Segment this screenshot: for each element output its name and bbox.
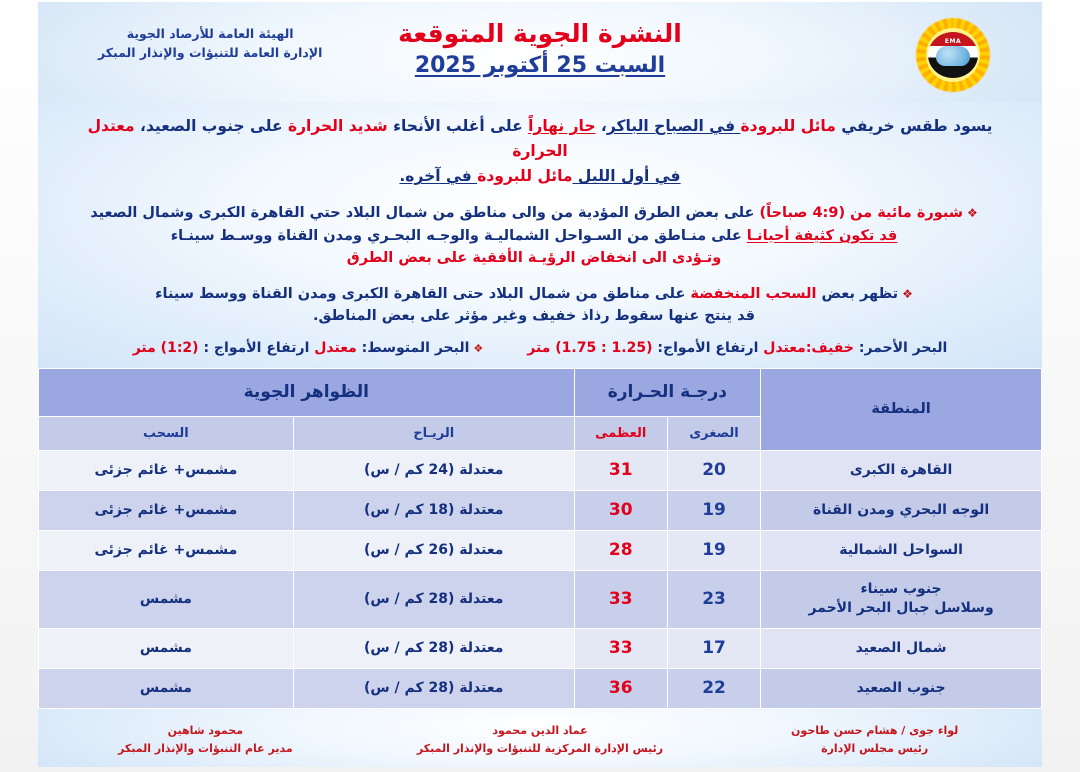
region-name-line2: وسلاسل جبال البحر الأحمر	[808, 600, 994, 617]
logo-initials: EMA	[944, 38, 962, 45]
forecast-seg-7: شديد الحرارة	[287, 117, 388, 135]
agency-line-1: الهيئة العامة للأرصاد الجوية	[126, 26, 294, 41]
mediterranean-label: البحر المتوسط:	[356, 339, 470, 356]
mediterranean-waves-value: (1:2) متر	[132, 339, 199, 356]
region-name: السواحل الشمالية	[839, 541, 963, 558]
table-row	[39, 450, 1042, 490]
diamond-bullet-icon: ❖	[967, 206, 978, 221]
mediterranean-conditions	[133, 340, 484, 356]
clouds-line1-b: على مناطق من شمال البلاد حتى القاهرة الكبرى ومدن القناة ووسط سيناء	[155, 285, 691, 302]
cell-wind: معتدلة (26 كم / س)	[293, 530, 574, 570]
table-row	[39, 570, 1042, 628]
cell-temp-max: 30	[574, 490, 667, 530]
region-name: القاهرة الكبرى	[849, 461, 953, 478]
table-head	[39, 368, 1042, 450]
diamond-bullet-icon-2: ❖	[902, 286, 913, 301]
forecast-seg-4: ،	[595, 117, 607, 135]
page-title: النشرة الجوية المتوقعة	[398, 19, 682, 48]
signature-name: محمود شاهين	[167, 724, 244, 738]
cell-cloud: مشمس	[39, 668, 294, 708]
fog-line2	[74, 225, 994, 247]
cell-temp-max: 31	[574, 450, 667, 490]
cell-temp-min: 20	[667, 450, 760, 490]
table-body	[39, 450, 1042, 708]
region-name: جنوب سيناء	[860, 581, 942, 598]
signature-forecast-director	[38, 722, 373, 757]
cell-temp-max: 36	[574, 668, 667, 708]
cell-wind: معتدلة (28 كم / س)	[293, 570, 574, 628]
forecast-line2-seg-3: في آخره.	[399, 167, 478, 186]
signature-role: رئيس مجلس الإدارة	[821, 741, 929, 755]
cell-temp-max: 33	[574, 628, 667, 668]
signature-role: رئيس الإدارة المركزية للتنبؤات والإنذار المبكر	[416, 741, 664, 755]
cell-region	[761, 450, 1042, 490]
red-sea-state: خفيف:معتدل	[763, 339, 854, 356]
fog-line2-rest: على منـاطق من السـواحل الشماليـة والوجـه البحـري ومدن القناة ووسـط سينـاء	[170, 227, 747, 244]
cell-temp-min: 23	[667, 570, 760, 628]
fog-line3: وتـؤدى الى انخفاض الرؤيـة الأفقية على بعض الطرق	[346, 250, 722, 267]
fog-line1-b: على بعض الطرق المؤدية من والى مناطق من شمال البلاد حتي القاهرة الكبرى وشمال الصعيد	[90, 205, 755, 222]
mediterranean-waves-label: ارتفاع الأمواج :	[198, 339, 315, 356]
mediterranean-state: معتدل	[314, 339, 357, 356]
bulletin-date: السبت 25 أكتوبر 2025	[414, 53, 666, 79]
forecast-seg-8: على جنوب الصعيد،	[134, 117, 288, 135]
red-sea-conditions	[527, 340, 947, 356]
cell-temp-min: 19	[667, 490, 760, 530]
cell-cloud: مشمس	[39, 628, 294, 668]
cell-cloud: مشمس+ غائم جزئى	[39, 530, 294, 570]
signature-name: لواء جوى / هشام حسن طاحون	[791, 724, 959, 738]
region-name: الوجه البحري ومدن القناة	[812, 501, 990, 518]
fog-line2-red: قد تكون كثيفة أحيانـا	[746, 227, 898, 244]
cell-region	[761, 668, 1042, 708]
header-cloud: السحب	[39, 416, 294, 450]
signature-role: مدير عام التنبؤات والإنذار المبكر	[117, 741, 293, 755]
clouds-line1-red: السحب المنخفضة	[690, 285, 817, 302]
forecast-text-area	[38, 102, 1042, 368]
cell-cloud: مشمس	[39, 570, 294, 628]
page-header	[38, 2, 1042, 102]
header-temperature: درجـة الحـرارة	[574, 368, 761, 416]
header-temp-min: الصغرى	[667, 416, 760, 450]
header-region: المنطقة	[761, 368, 1042, 450]
table-row	[39, 490, 1042, 530]
page-footer	[38, 709, 1042, 767]
bullet-item-low-clouds	[64, 273, 1016, 331]
cell-region	[761, 530, 1042, 570]
sea-conditions-line	[64, 331, 1016, 364]
forecast-seg-6: على أغلب الأنحاء	[387, 117, 529, 135]
cell-wind: معتدلة (28 كم / س)	[293, 668, 574, 708]
table-header-group-row	[39, 368, 1042, 416]
signature-chairman	[707, 722, 1042, 757]
cell-region	[761, 628, 1042, 668]
red-sea-waves-value: (1.25 : 1.75) متر	[527, 339, 653, 356]
region-name: شمال الصعيد	[855, 639, 947, 656]
diamond-bullet-icon-3: ❖	[473, 341, 484, 355]
forecast-table-wrap	[38, 368, 1042, 709]
table-row	[39, 668, 1042, 708]
signature-central-head	[373, 722, 708, 757]
cell-temp-max: 28	[574, 530, 667, 570]
table-row	[39, 530, 1042, 570]
forecast-seg-9: معتدل الحرارة	[87, 117, 568, 161]
red-sea-label: البحر الأحمر:	[853, 339, 948, 356]
forecast-summary-paragraph	[64, 108, 1016, 193]
clouds-line1-a: تظهر بعض	[816, 285, 899, 302]
cell-region	[761, 570, 1042, 628]
forecast-seg-1: يسود طقس خريفي	[835, 117, 993, 135]
region-name: جنوب الصعيد	[856, 679, 946, 696]
red-sea-waves-label: ارتفاع الأمواج:	[652, 339, 764, 356]
cell-wind: معتدلة (18 كم / س)	[293, 490, 574, 530]
agency-name	[98, 24, 322, 63]
forecast-seg-3: في الصباح الباكر	[606, 117, 741, 135]
table-row	[39, 628, 1042, 668]
forecast-table	[38, 368, 1042, 709]
fog-line1-a: شبورة مائية من (4:9 صباحاً)	[754, 205, 964, 222]
bullet-list	[64, 193, 1016, 363]
header-temp-max: العظمى	[574, 416, 667, 450]
forecast-seg-2: مائل للبرودة	[740, 117, 836, 135]
cell-temp-min: 17	[667, 628, 760, 668]
cell-temp-max: 33	[574, 570, 667, 628]
bullet-item-fog	[64, 199, 1016, 272]
cell-temp-min: 19	[667, 530, 760, 570]
signature-name: عماد الدين محمود	[492, 724, 588, 738]
cell-region	[761, 490, 1042, 530]
cell-temp-min: 22	[667, 668, 760, 708]
header-phenomena: الظواهر الجوية	[39, 368, 575, 416]
cell-wind: معتدلة (24 كم / س)	[293, 450, 574, 490]
cell-cloud: مشمس+ غائم جزئى	[39, 450, 294, 490]
forecast-seg-5: حار نهاراً	[528, 117, 596, 135]
agency-line-2: الإدارة العامة للتنبؤات والإنذار المبكر	[98, 45, 323, 61]
header-wind: الريـاح	[293, 416, 574, 450]
clouds-line2: قد ينتج عنها سقوط رذاذ خفيف وغير مؤثر على بعض المناطق.	[312, 308, 756, 325]
forecast-line2-seg-1: في أول الليل	[572, 167, 681, 186]
cell-wind: معتدلة (28 كم / س)	[293, 628, 574, 668]
cell-cloud: مشمس+ غائم جزئى	[39, 490, 294, 530]
forecast-line2-seg-2: مائل للبرودة	[477, 167, 573, 186]
